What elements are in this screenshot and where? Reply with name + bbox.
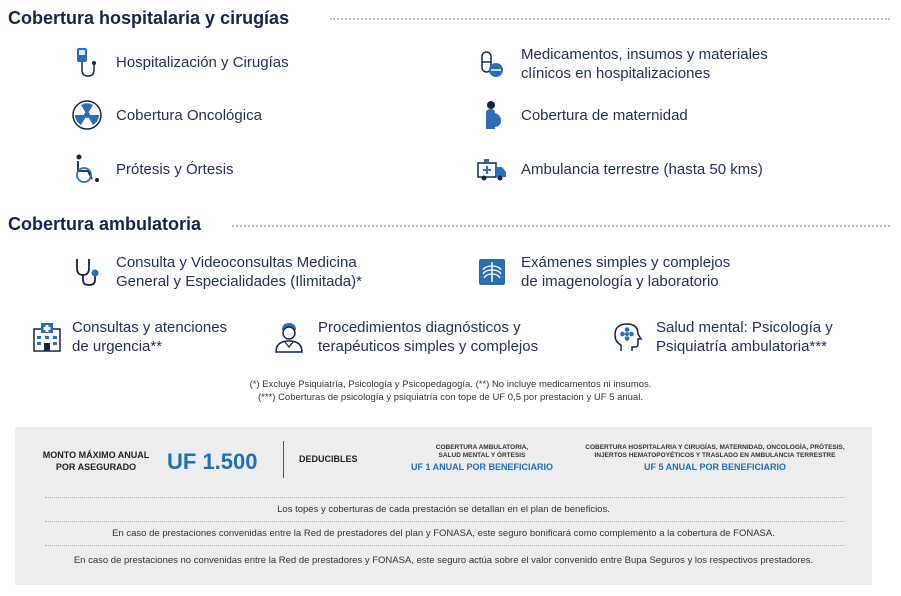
footnote: (*) Excluye Psiquiatría, Psicología y Psicopedagogía. (**) No incluye medicamentos ni insumos. xyxy=(249,379,652,390)
footnotes xyxy=(0,378,901,404)
coverage-item-ambulance: Ambulancia terrestre (hasta 50 kms) xyxy=(475,152,763,186)
info-line: Los topes y coberturas de cada prestación se detallan en el plan de beneficios. xyxy=(277,504,610,515)
dotted-divider xyxy=(330,18,890,20)
pill-icon xyxy=(475,47,509,81)
footnote: (***) Coberturas de psicología y psiquiatría con tope de UF 0,5 por prestación y UF 5 anual. xyxy=(258,392,643,403)
stethoscope-icon xyxy=(70,255,104,289)
dotted-divider xyxy=(232,225,890,227)
doctor-icon xyxy=(272,320,306,354)
info-line: En caso de prestaciones convenidas entre la Red de prestadores del plan y FONASA, este seguro bonificará como complemento a la cobertura de FONASA. xyxy=(112,528,775,539)
mental-health-icon xyxy=(610,320,644,354)
deductible-ambulatory: COBERTURA AMBULATORIA, SALUD MENTAL Y ÓRTESIS UF 1 ANUAL POR BENEFICIARIO xyxy=(410,444,553,472)
xray-icon xyxy=(475,255,509,289)
deductible-hospital: COBERTURA HOSPITALARIA Y CIRUGÍAS, MATERNIDAD, ONCOLOGÍA, PRÓTESIS, INJERTOS HEMATOPOYÉTICOS Y TRASLADO EN AMBULANCIA TERRESTRE UF 5 ANUAL POR BENEFICIARIO xyxy=(585,444,845,472)
hospital-building-icon xyxy=(30,320,64,354)
dotted-divider xyxy=(45,545,845,546)
info-line: En caso de prestaciones no convenidas entre la Red de prestadores y FONASA, este seguro actúa sobre el valor convenido entre Bupa Seguros y los respectivos prestadores. xyxy=(73,555,814,566)
coverage-item-prosthesis: Prótesis y Órtesis xyxy=(70,152,234,186)
wheelchair-icon xyxy=(70,152,104,186)
max-amount-value: UF 1.500 xyxy=(167,449,258,474)
pregnant-woman-icon xyxy=(475,98,509,132)
max-amount-label: MONTO MÁXIMO ANUAL POR ASEGURADO xyxy=(42,450,150,472)
dotted-divider xyxy=(45,497,845,498)
section-title-ambulatory: Cobertura ambulatoria xyxy=(8,214,202,234)
coverage-item-exams: Exámenes simples y complejos de imagenología y laboratorio xyxy=(475,253,730,291)
coverage-item-emergency: Consultas y atenciones de urgencia** xyxy=(30,318,227,356)
coverage-item-maternity: Cobertura de maternidad xyxy=(475,98,688,132)
radiation-icon xyxy=(70,98,104,132)
coverage-item-consultation: Consulta y Videoconsultas Medicina General y Especialidades (Ilimitada)* xyxy=(70,253,362,291)
coverage-item-procedures: Procedimientos diagnósticos y terapéuticos simples y complejos xyxy=(272,318,538,356)
coverage-item-medications: Medicamentos, insumos y materiales clínicos en hospitalizaciones xyxy=(475,45,768,83)
coverage-item-oncology: Cobertura Oncológica xyxy=(70,98,262,132)
coverage-item-mental-health: Salud mental: Psicología y Psiquiatría ambulatoria*** xyxy=(610,318,833,356)
coverage-item-hospitalization: Hospitalización y Cirugías xyxy=(70,45,289,79)
section-title-hospital: Cobertura hospitalaria y cirugías xyxy=(8,8,290,28)
vertical-separator xyxy=(283,441,284,478)
iv-drip-icon xyxy=(70,45,104,79)
summary-box xyxy=(15,427,872,585)
dotted-divider xyxy=(45,521,845,522)
ambulance-icon xyxy=(475,152,509,186)
deductibles-label: DEDUCIBLES xyxy=(299,454,358,464)
